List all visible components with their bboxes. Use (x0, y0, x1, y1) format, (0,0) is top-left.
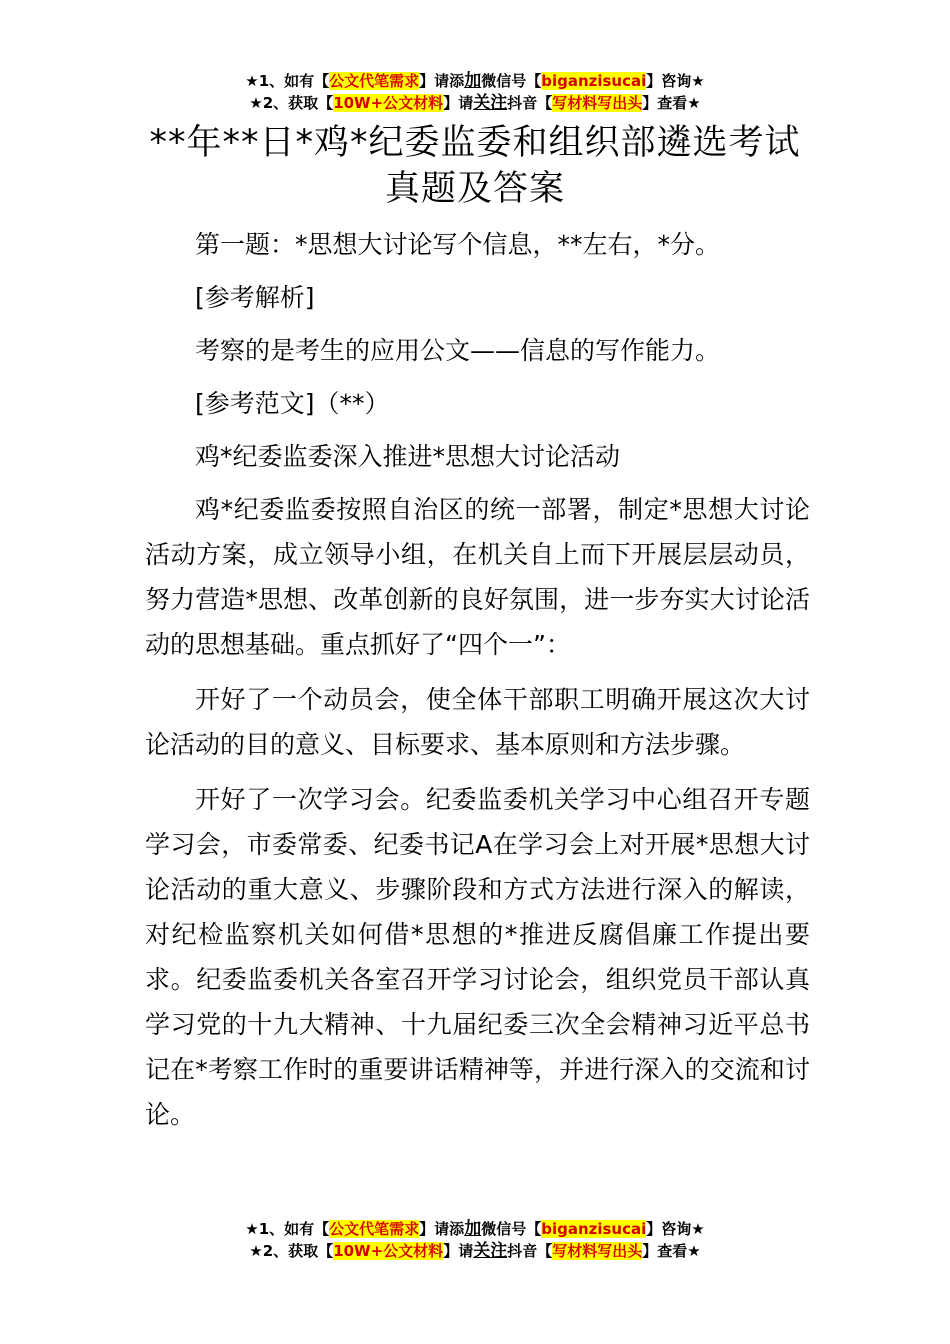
banner-text: 】咨询★ (646, 1220, 705, 1238)
banner-text: 】请添 (419, 1220, 465, 1238)
banner-highlight: 写材料写出头 (552, 1242, 643, 1260)
banner-text: 微信号【 (481, 72, 542, 90)
banner-text: 】查看★ (642, 1242, 701, 1260)
banner-highlight: biganzisucai (541, 1220, 647, 1238)
banner-underline: 加 (464, 71, 482, 91)
banner-highlight: 公文代笔需求 (329, 72, 420, 90)
banner-text: 】查看★ (642, 94, 701, 112)
document-body (145, 222, 810, 1147)
banner-highlight: 10W+公文材料 (333, 1242, 444, 1260)
sample-title: 鸡*纪委监委深入推进*思想大讨论活动 (195, 442, 621, 471)
banner-highlight: 公文代笔需求 (329, 1220, 420, 1238)
body-paragraph: 开好了一次学习会。纪委监委机关学习中心组召开专题学习会，市委常委、纪委书记A在学习会上对开展*思想大讨论活动的重大意义、步骤阶段和方式方法进行深入的解读，对纪检监察机关如何借*思想的*推进反腐倡廉工作提出要求。纪委监委机关各室召开学习讨论会，组织党员干部认真学习党的十九大精神、十九届纪委三次全会精神习近平总书记在*考察工作时的重要讲话精神等，并进行深入的交流和讨论。 (145, 785, 810, 1129)
question-paragraph: 第一题：*思想大讨论写个信息，**左右，*分。 (195, 230, 721, 259)
banner-text: ★1、如有【 (245, 1220, 330, 1238)
banner-underline: 加 (464, 1219, 482, 1239)
banner-line-2 (0, 1240, 950, 1262)
banner-text: 抖音【 (507, 94, 553, 112)
banner-text: ★2、获取【 (249, 94, 334, 112)
document-title: **年**日*鸡*纪委监委和组织部遴选考试真题及答案 (149, 123, 801, 209)
banner-highlight: 写材料写出头 (552, 94, 643, 112)
banner-text: 微信号【 (481, 1220, 542, 1238)
banner-highlight: biganzisucai (541, 72, 647, 90)
body-paragraph: 鸡*纪委监委按照自治区的统一部署，制定*思想大讨论活动方案，成立领导小组，在机关自上而下开展层层动员，努力营造*思想、改革创新的良好氛围，进一步夯实大讨论活动的思想基础。重点抓好了“四个一”： (145, 495, 810, 659)
banner-text: ★1、如有【 (245, 72, 330, 90)
banner-line-1 (0, 1218, 950, 1240)
banner-text: 】咨询★ (646, 72, 705, 90)
analysis-heading: [参考解析] (195, 283, 315, 312)
body-paragraph: 开好了一个动员会，使全体干部职工明确开展这次大讨论活动的目的意义、目标要求、基本原则和方法步骤。 (145, 685, 810, 759)
banner-text: 】请添 (419, 72, 465, 90)
banner-underline: 关注 (473, 93, 508, 113)
analysis-paragraph: 考察的是考生的应用公文——信息的写作能力。 (195, 336, 721, 365)
banner-line-1 (0, 70, 950, 92)
banner-text: 抖音【 (507, 1242, 553, 1260)
banner-text: 】请 (443, 94, 474, 112)
sample-heading: [参考范文]（**） (195, 389, 390, 418)
header-banner (0, 70, 950, 114)
banner-line-2 (0, 92, 950, 114)
banner-text: 】请 (443, 1242, 474, 1260)
footer-banner (0, 1218, 950, 1262)
banner-text: ★2、获取【 (249, 1242, 334, 1260)
banner-highlight: 10W+公文材料 (333, 94, 444, 112)
banner-underline: 关注 (473, 1241, 508, 1261)
